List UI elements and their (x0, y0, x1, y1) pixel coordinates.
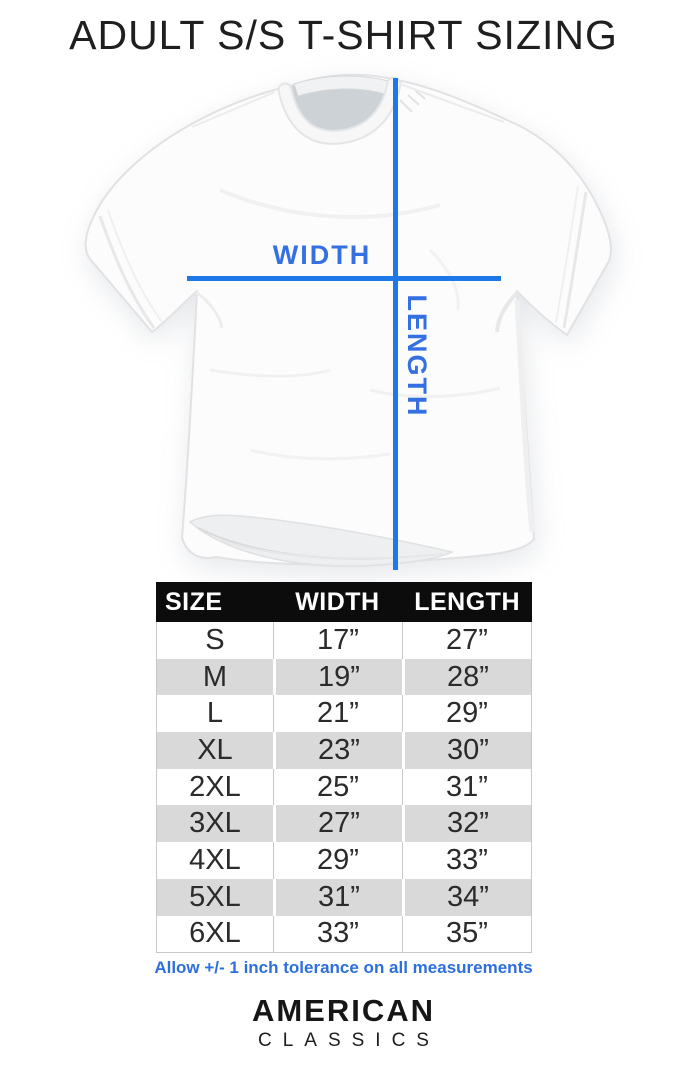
size-cell: 2XL (189, 770, 241, 803)
length-cell: 29” (402, 695, 531, 732)
length-cell: 35” (402, 916, 531, 953)
brand-logo (0, 995, 687, 1051)
width-cell: 19” (273, 659, 402, 696)
table-row (157, 769, 531, 806)
size-cell: XL (197, 733, 233, 766)
length-cell: 34” (402, 879, 531, 916)
size-cell: 6XL (189, 917, 241, 950)
length-cell: 33” (402, 842, 531, 879)
width-cell: 17” (273, 622, 402, 659)
width-cell: 31” (273, 879, 402, 916)
table-row (157, 695, 531, 732)
width-measure-line (187, 276, 501, 281)
width-cell: 23” (273, 732, 402, 769)
header-size: SIZE (165, 587, 223, 616)
brand-name-classics-wrap (0, 1031, 687, 1051)
size-cell: S (205, 623, 225, 656)
table-row (157, 916, 531, 953)
brand-name-classics: CLASSICS (258, 1030, 440, 1051)
width-cell: 25” (273, 769, 402, 806)
table-row (157, 805, 531, 842)
length-cell: 28” (402, 659, 531, 696)
width-cell: 33” (273, 916, 402, 953)
size-cell: M (202, 660, 228, 693)
header-length: LENGTH (414, 587, 521, 616)
tolerance-note: Allow +/- 1 inch tolerance on all measurements (154, 958, 533, 977)
width-measure-label: WIDTH (272, 240, 372, 270)
length-measure-label: LENGTH (402, 294, 432, 418)
width-cell: 27” (273, 805, 402, 842)
width-cell: 29” (273, 842, 402, 879)
table-row (157, 732, 531, 769)
length-cell: 27” (402, 622, 531, 659)
width-cell: 21” (273, 695, 402, 732)
brand-name-american: AMERICAN (251, 993, 436, 1028)
header-width: WIDTH (295, 587, 380, 616)
tshirt-illustration (70, 70, 620, 580)
size-cell: 5XL (189, 880, 241, 913)
table-row (157, 879, 531, 916)
sizing-table-header (156, 582, 532, 622)
size-cell: 3XL (189, 807, 241, 840)
length-cell: 32” (402, 805, 531, 842)
table-row (157, 622, 531, 659)
table-row (157, 659, 531, 696)
size-cell: 4XL (189, 843, 241, 876)
sizing-table-body (156, 622, 532, 953)
length-cell: 30” (402, 732, 531, 769)
length-measure-line (393, 78, 398, 570)
page-title: ADULT S/S T-SHIRT SIZING (69, 12, 618, 58)
table-row (157, 842, 531, 879)
sizing-table (156, 582, 532, 953)
size-cell: L (206, 697, 224, 730)
tshirt-graphic (70, 70, 620, 580)
length-cell: 31” (402, 769, 531, 806)
